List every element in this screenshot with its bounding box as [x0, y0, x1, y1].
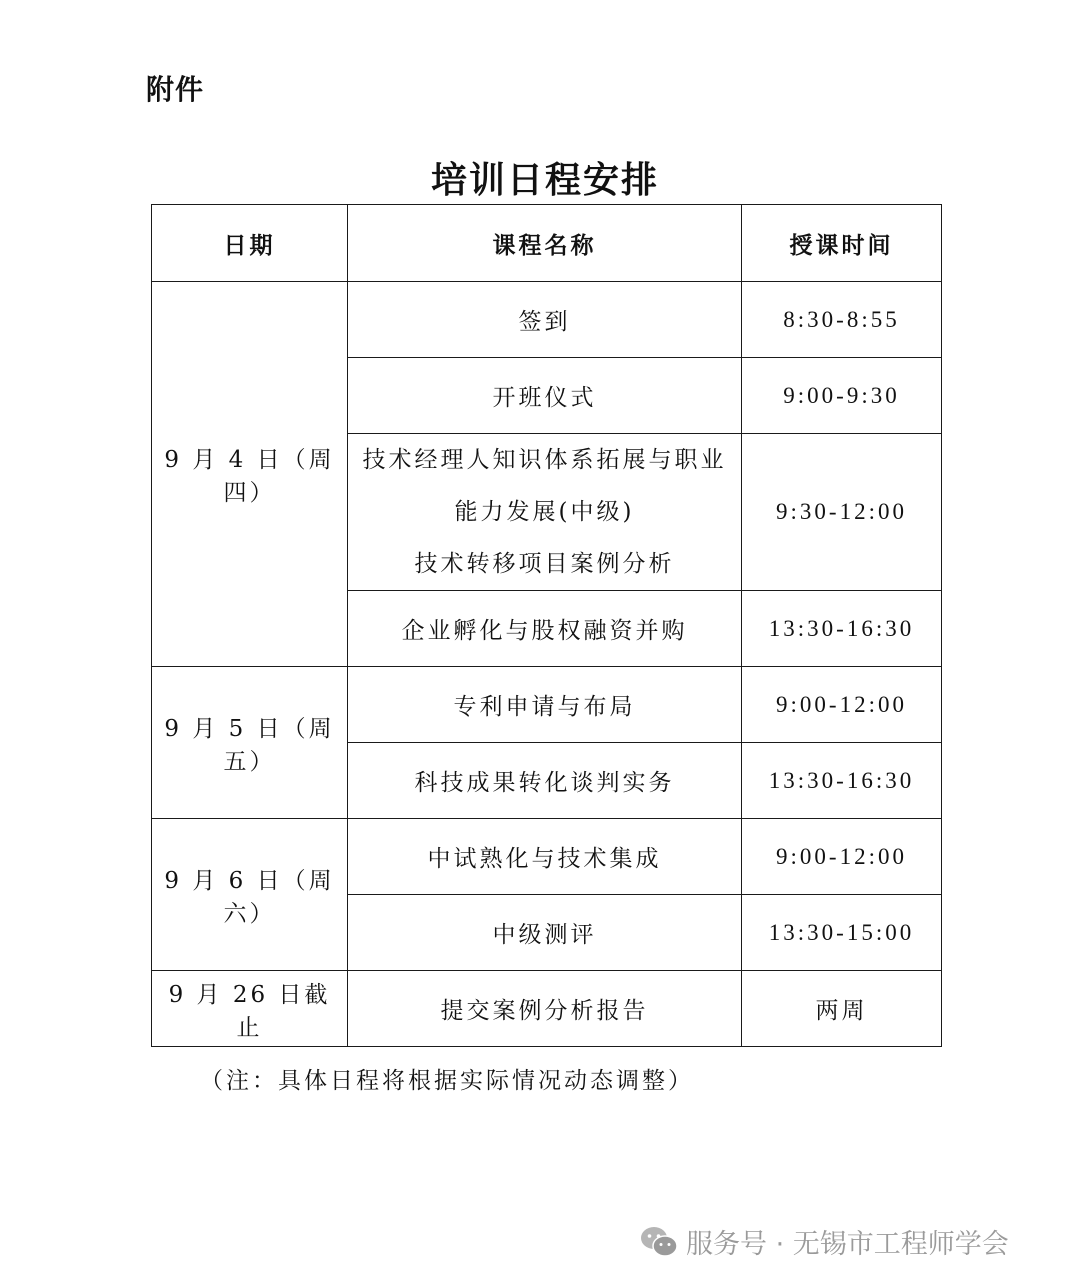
schedule-table [151, 204, 942, 1047]
watermark-text: 服务号 · 无锡市工程师学会 [686, 1229, 1009, 1260]
course-line: 能力发展(中级) [454, 499, 635, 525]
time-cell: 9:00-9:30 [742, 358, 942, 434]
course-cell: 中级测评 [348, 895, 742, 971]
course-cell: 专利申请与布局 [348, 667, 742, 743]
date-cell: 9 月 4 日（周四） [152, 282, 348, 667]
wechat-icon [640, 1225, 678, 1259]
course-cell: 开班仪式 [348, 358, 742, 434]
course-cell: 科技成果转化谈判实务 [348, 743, 742, 819]
time-cell: 两周 [742, 971, 942, 1047]
table-row [152, 819, 942, 895]
time-cell: 9:00-12:00 [742, 819, 942, 895]
time-cell: 13:30-15:00 [742, 895, 942, 971]
header-course: 课程名称 [348, 205, 742, 282]
time-cell: 9:30-12:00 [742, 434, 942, 591]
course-line: 技术经理人知识体系拓展与职业 [362, 447, 727, 473]
time-cell: 9:00-12:00 [742, 667, 942, 743]
table-row [152, 667, 942, 743]
date-cell: 9 月 5 日（周五） [152, 667, 348, 819]
course-cell [348, 434, 742, 591]
watermark [640, 1222, 1009, 1261]
course-cell: 签到 [348, 282, 742, 358]
attachment-label: 附件 [146, 73, 205, 106]
page-title: 培训日程安排 [430, 159, 659, 201]
time-cell: 13:30-16:30 [742, 743, 942, 819]
table-row [152, 971, 942, 1047]
table-header-row [152, 205, 942, 282]
date-cell: 9 月 6 日（周六） [152, 819, 348, 971]
time-cell: 13:30-16:30 [742, 591, 942, 667]
course-cell: 中试熟化与技术集成 [348, 819, 742, 895]
course-line: 技术转移项目案例分析 [414, 551, 675, 577]
schedule-note: （注：具体日程将根据实际情况动态调整） [200, 1068, 694, 1094]
table-row [152, 282, 942, 358]
course-cell: 提交案例分析报告 [348, 971, 742, 1047]
header-date: 日期 [152, 205, 348, 282]
header-time: 授课时间 [742, 205, 942, 282]
time-cell: 8:30-8:55 [742, 282, 942, 358]
date-cell: 9 月 26 日截止 [152, 971, 348, 1047]
course-cell: 企业孵化与股权融资并购 [348, 591, 742, 667]
